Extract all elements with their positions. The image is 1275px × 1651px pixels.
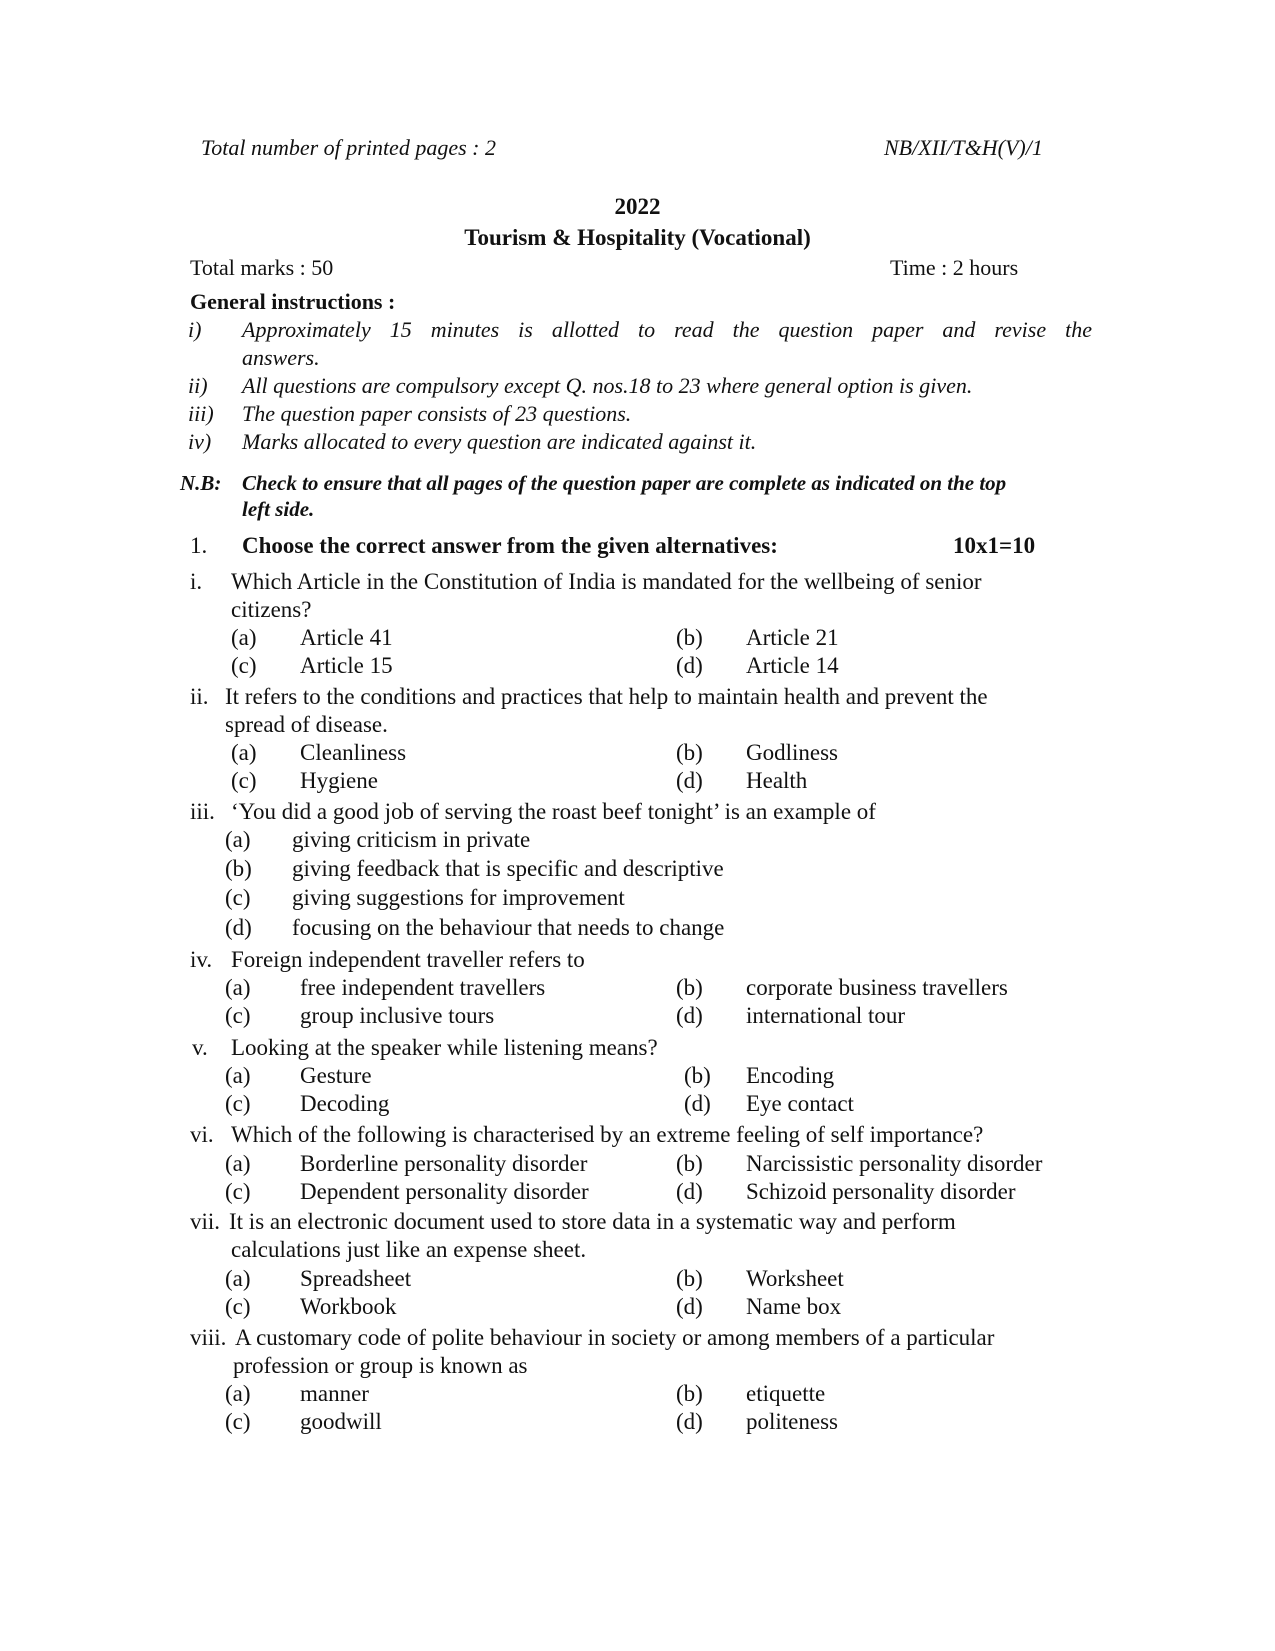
option-text: Cleanliness (300, 740, 407, 765)
instruction-number: ii) (188, 373, 208, 398)
option-label: (c) (225, 1294, 251, 1319)
option-text: etiquette (746, 1381, 826, 1406)
option-label: (a) (225, 975, 251, 1000)
option-label: (c) (225, 885, 251, 910)
instruction-number: i) (188, 317, 202, 342)
instruction-number: iv) (188, 429, 212, 454)
option-text: Workbook (300, 1294, 397, 1319)
option-label: (b) (225, 856, 252, 881)
option-text: Article 21 (746, 625, 839, 650)
option-text: Eye contact (746, 1091, 854, 1116)
option-text: group inclusive tours (300, 1003, 495, 1028)
question-text-continued: profession or group is known as (233, 1353, 528, 1378)
option-label: (b) (676, 1381, 703, 1406)
option-text: Health (746, 768, 808, 793)
question-text: Which Article in the Constitution of India is mandated for the wellbeing of senior (231, 569, 982, 594)
option-label: (c) (231, 768, 257, 793)
nb-label: N.B: (180, 471, 222, 495)
option-label: (d) (676, 1409, 703, 1434)
question-number: viii. (190, 1325, 227, 1350)
option-text: Decoding (300, 1091, 390, 1116)
option-text: Article 15 (300, 653, 393, 678)
option-label: (c) (225, 1003, 251, 1028)
option-text: Dependent personality disorder (300, 1179, 589, 1204)
instruction-number: iii) (188, 401, 214, 426)
question-number: vi. (190, 1122, 214, 1147)
option-text: giving criticism in private (292, 827, 531, 852)
option-text: Gesture (300, 1063, 372, 1088)
option-text: goodwill (300, 1409, 382, 1434)
option-text: manner (300, 1381, 369, 1406)
option-label: (a) (231, 625, 257, 650)
question-number: iv. (190, 947, 213, 972)
option-text: Narcissistic personality disorder (746, 1151, 1043, 1176)
option-label: (c) (231, 653, 257, 678)
nb-text-continued: left side. (242, 497, 315, 521)
section-marks: 10x1=10 (953, 533, 1036, 558)
option-label: (b) (684, 1063, 711, 1088)
option-label: (a) (225, 827, 251, 852)
question-number: v. (192, 1035, 208, 1060)
option-label: (b) (676, 740, 703, 765)
option-text: Article 14 (746, 653, 839, 678)
question-number: ii. (190, 684, 209, 709)
question-number: vii. (190, 1209, 221, 1234)
question-text: Looking at the speaker while listening means? (231, 1035, 658, 1060)
option-text: Name box (746, 1294, 842, 1319)
question-text-continued: calculations just like an expense sheet. (231, 1237, 587, 1262)
option-label: (b) (676, 1266, 703, 1291)
option-label: (d) (684, 1091, 711, 1116)
option-label: (b) (676, 975, 703, 1000)
instructions-heading: General instructions : (190, 289, 396, 314)
option-label: (a) (225, 1063, 251, 1088)
question-text: It is an electronic document used to store data in a systematic way and perform (229, 1209, 956, 1234)
option-label: (d) (676, 1294, 703, 1319)
option-label: (a) (225, 1381, 251, 1406)
option-text: giving suggestions for improvement (292, 885, 625, 910)
option-label: (d) (225, 915, 252, 940)
question-text-continued: spread of disease. (225, 712, 388, 737)
option-label: (a) (225, 1266, 251, 1291)
option-label: (d) (676, 1179, 703, 1204)
pages-note: Total number of printed pages : 2 (201, 135, 496, 160)
option-label: (b) (676, 625, 703, 650)
question-text-continued: citizens? (231, 597, 312, 622)
question-number: iii. (190, 799, 215, 824)
option-text: Encoding (746, 1063, 835, 1088)
time-allowed: Time : 2 hours (890, 255, 1019, 280)
option-label: (c) (225, 1179, 251, 1204)
option-text: Schizoid personality disorder (746, 1179, 1016, 1204)
instruction-text: All questions are compulsory except Q. nos.18 to 23 where general option is given. (242, 373, 973, 398)
exam-subject: Tourism & Hospitality (Vocational) (464, 225, 811, 250)
option-label: (d) (676, 653, 703, 678)
option-label: (c) (225, 1409, 251, 1434)
option-text: international tour (746, 1003, 906, 1028)
question-text: ‘You did a good job of serving the roast beef tonight’ is an example of (231, 799, 876, 824)
question-number: i. (190, 569, 203, 594)
option-text: Article 41 (300, 625, 393, 650)
option-label: (c) (225, 1091, 251, 1116)
option-label: (a) (225, 1151, 251, 1176)
option-text: focusing on the behaviour that needs to change (292, 915, 725, 940)
option-text: corporate business travellers (746, 975, 1008, 1000)
instruction-text: Approximately 15 minutes is allotted to read the question paper and revise the (242, 317, 1092, 342)
instruction-text: Marks allocated to every question are indicated against it. (242, 429, 757, 454)
instruction-text: The question paper consists of 23 questions. (242, 401, 632, 426)
option-label: (b) (676, 1151, 703, 1176)
question-text: It refers to the conditions and practices that help to maintain health and prevent the (225, 684, 988, 709)
option-label: (d) (676, 1003, 703, 1028)
question-text: A customary code of polite behaviour in society or among members of a particular (235, 1325, 995, 1350)
nb-text: Check to ensure that all pages of the question paper are complete as indicated on the top (242, 471, 1007, 495)
question-text: Foreign independent traveller refers to (231, 947, 585, 972)
option-label: (a) (231, 740, 257, 765)
option-text: Borderline personality disorder (300, 1151, 588, 1176)
option-text: Spreadsheet (300, 1266, 412, 1291)
option-text: Hygiene (300, 768, 378, 793)
option-text: Worksheet (746, 1266, 844, 1291)
exam-year: 2022 (614, 194, 661, 219)
option-text: giving feedback that is specific and descriptive (292, 856, 724, 881)
option-text: Godliness (746, 740, 838, 765)
question-text: Which of the following is characterised by an extreme feeling of self importance? (231, 1122, 984, 1147)
paper-code: NB/XII/T&H(V)/1 (884, 135, 1043, 160)
total-marks: Total marks : 50 (190, 255, 334, 280)
option-text: free independent travellers (300, 975, 546, 1000)
option-label: (d) (676, 768, 703, 793)
instruction-text-continued: answers. (242, 345, 320, 370)
section-number: 1. (190, 533, 208, 558)
option-text: politeness (746, 1409, 838, 1434)
section-heading: Choose the correct answer from the given alternatives: (242, 533, 778, 558)
